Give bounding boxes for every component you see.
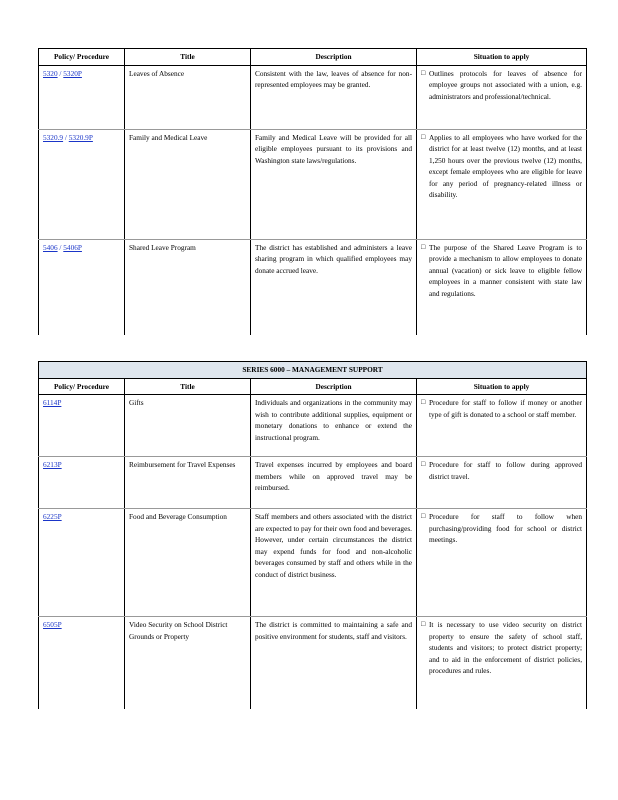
policy-link[interactable]: 5320	[43, 68, 58, 78]
square-bullet-icon: □	[421, 512, 426, 520]
table-row	[39, 395, 587, 457]
procedure-link[interactable]: 5406P	[63, 242, 82, 252]
policy-table-6000	[38, 361, 587, 709]
header-description: Description	[251, 49, 417, 66]
description-cell: The district is committed to maintaining a safe and positive environment for students, staff and visitors.	[251, 617, 417, 709]
policy-link[interactable]: 5320.9	[43, 132, 64, 142]
situation-cell: □ Procedure for staff to follow if money or another type of gift is donated to a school or staff member.	[417, 395, 587, 457]
title-cell: Leaves of Absence	[125, 65, 251, 129]
header-title: Title	[125, 49, 251, 66]
header-situation: Situation to apply	[417, 49, 587, 66]
situation-cell: □ Procedure for staff to follow during approved district travel.	[417, 457, 587, 509]
header-situation: Situation to apply	[417, 378, 587, 395]
procedure-link[interactable]: 6225P	[43, 512, 62, 521]
policy-ref-cell	[39, 617, 125, 709]
square-bullet-icon: □	[421, 68, 426, 77]
policy-table-5000	[38, 48, 587, 335]
procedure-link[interactable]: 6213P	[43, 460, 62, 469]
header-policy: Policy/ Procedure	[39, 49, 125, 66]
situation-cell: □ Applies to all employees who have worked for the district for at least twelve (12) months, and at least 1,250 hours over the previous twelve (12) months, except female employees who are eligible for leave for any period of pregnancy-related illness or disability.	[417, 129, 587, 239]
description-cell: Family and Medical Leave will be provided for all eligible employees pursuant to its provisions and Washington state laws/regulations.	[251, 129, 417, 239]
table-header-row	[39, 49, 587, 66]
policy-ref-cell: 5320.9 / 5320.9P	[39, 129, 125, 239]
description-cell: Travel expenses incurred by employees and board members while on approved travel may be reimbursed.	[251, 457, 417, 509]
policy-link[interactable]: 5406	[43, 242, 58, 252]
policy-ref-cell: 5320 / 5320P	[39, 65, 125, 129]
title-cell: Shared Leave Program	[125, 239, 251, 335]
table-row	[39, 457, 587, 509]
procedure-link[interactable]: 6114P	[43, 398, 62, 407]
title-cell: Family and Medical Leave	[125, 129, 251, 239]
title-cell: Video Security on School District Grounds or Property	[125, 617, 251, 709]
policy-ref-cell	[39, 509, 125, 617]
square-bullet-icon: □	[421, 242, 426, 251]
description-cell: The district has established and administers a leave sharing program in which qualified employees may donate accrued leave.	[251, 239, 417, 335]
header-policy: Policy/ Procedure	[39, 378, 125, 395]
title-cell: Food and Beverage Consumption	[125, 509, 251, 617]
table-row	[39, 129, 587, 239]
header-title: Title	[125, 378, 251, 395]
procedure-link[interactable]: 5320.9P	[68, 132, 93, 142]
situation-cell: □ It is necessary to use video security on district property to ensure the safety of school staff, students and visitors; to protect district property; and to aid in the enforcement of district policies, procedures and rules.	[417, 617, 587, 709]
square-bullet-icon: □	[421, 620, 426, 628]
description-cell: Consistent with the law, leaves of absence for non-represented employees may be granted.	[251, 65, 417, 129]
description-cell: Individuals and organizations in the community may wish to contribute additional supplies, equipment or monetary donations to enhance or extend the instructional program.	[251, 395, 417, 457]
square-bullet-icon: □	[421, 398, 426, 406]
situation-cell: □ Outlines protocols for leaves of absence for employee groups not associated with a union, e.g. administrators and professional/technical.	[417, 65, 587, 129]
description-cell: Staff members and others associated with the district are expected to pay for their own food and beverages. However, under certain circumstances the district may expend funds for food and non-alcoholic beverages consumed by staff and others while in the conduct of district business.	[251, 509, 417, 617]
title-cell: Reimbursement for Travel Expenses	[125, 457, 251, 509]
situation-cell: □ Procedure for staff to follow when purchasing/providing food for school or district meetings.	[417, 509, 587, 617]
table-row	[39, 239, 587, 335]
policy-ref-cell	[39, 395, 125, 457]
policy-ref-cell	[39, 457, 125, 509]
table-row	[39, 617, 587, 709]
title-cell: Gifts	[125, 395, 251, 457]
table-header-row	[39, 378, 587, 395]
square-bullet-icon: □	[421, 460, 426, 468]
table-row	[39, 509, 587, 617]
procedure-link[interactable]: 5320P	[63, 68, 82, 78]
header-description: Description	[251, 378, 417, 395]
policy-ref-cell: 5406 / 5406P	[39, 239, 125, 335]
series-header-row	[39, 362, 587, 379]
square-bullet-icon: □	[421, 132, 426, 141]
procedure-link[interactable]: 6505P	[43, 620, 62, 629]
situation-cell: □ The purpose of the Shared Leave Program is to provide a mechanism to allow employees to donate annual (vacation) or sick leave to eligible fellow employees in a manner consistent with state law and regulations.	[417, 239, 587, 335]
table-row	[39, 65, 587, 129]
series-title: SERIES 6000 – MANAGEMENT SUPPORT	[39, 362, 587, 379]
